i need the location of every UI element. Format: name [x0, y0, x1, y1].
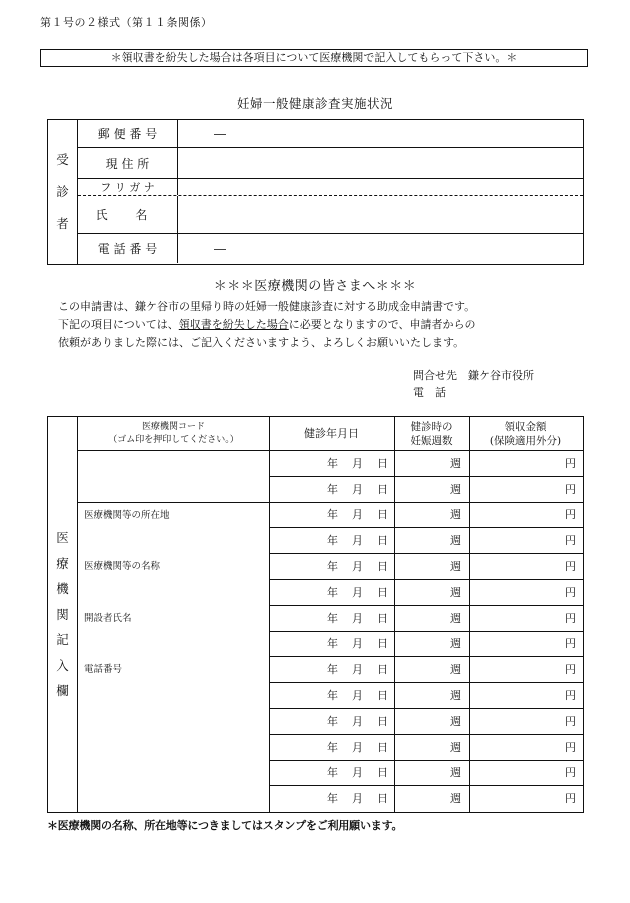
amount-field[interactable]: 円 [565, 534, 576, 548]
form-id: 第１号の２様式（第１１条関係） [40, 16, 213, 29]
amount-field[interactable]: 円 [565, 585, 576, 599]
phone-label: 電 話 番 号 [78, 234, 178, 263]
year-label: 年 [327, 456, 338, 470]
gestation-week-field[interactable]: 週 [450, 560, 461, 574]
gestation-week-field[interactable]: 週 [450, 585, 461, 599]
visit-date-field[interactable] [269, 708, 394, 734]
year-label: 年 [327, 534, 338, 548]
day-label: 日 [377, 714, 388, 728]
month-label: 月 [352, 560, 363, 574]
phone-row [78, 234, 583, 263]
phone-field[interactable]: ― [214, 241, 226, 256]
postal-code-label: 郵 便 番 号 [78, 120, 178, 147]
day-label: 日 [377, 482, 388, 496]
name-label: 氏 名 [78, 196, 178, 233]
gestation-week-field[interactable]: 週 [450, 792, 461, 806]
patient-side-label: 受 診 者 [48, 120, 78, 264]
amount-field[interactable]: 円 [565, 766, 576, 780]
amount-field[interactable]: 円 [565, 740, 576, 754]
day-label: 日 [377, 508, 388, 522]
day-label: 日 [377, 637, 388, 651]
message-line-1: この申請書は、鎌ケ谷市の里帰り時の妊婦一般健康診査に対する助成金申請書です。 [58, 300, 476, 313]
day-label: 日 [377, 611, 388, 625]
label-director: 開設者氏名 [84, 613, 132, 624]
amount-field[interactable]: 円 [565, 456, 576, 470]
notice-banner: ＊領収書を紛失した場合は各項目について医療機関で記入してもらって下さい。＊ [40, 49, 588, 67]
month-label: 月 [352, 534, 363, 548]
address-row [78, 148, 583, 179]
amount-field[interactable]: 円 [565, 560, 576, 574]
gestation-week-field[interactable]: 週 [450, 508, 461, 522]
message-heading: ＊＊＊医療機関の皆さまへ＊＊＊ [213, 279, 417, 294]
day-label: 日 [377, 585, 388, 599]
header-code: 医療機関コード （ゴム印を押印してください。） [108, 421, 239, 445]
visit-date-field[interactable] [269, 605, 394, 631]
gestation-week-field[interactable]: 週 [450, 689, 461, 703]
month-label: 月 [352, 611, 363, 625]
label-address: 医療機関等の所在地 [84, 510, 170, 521]
year-label: 年 [327, 792, 338, 806]
contact-phone: 電 話 [413, 386, 446, 399]
year-label: 年 [327, 611, 338, 625]
furigana-label: フ リ ガ ナ [78, 179, 178, 195]
header-date: 健診年月日 [304, 426, 359, 440]
contact-block [413, 367, 534, 401]
visit-date-field[interactable] [269, 553, 394, 579]
month-label: 月 [352, 585, 363, 599]
message-line-2: 下記の項目については、領収書を紛失した場合に必要となりますので、申請者からの [58, 318, 476, 331]
month-label: 月 [352, 714, 363, 728]
year-label: 年 [327, 766, 338, 780]
month-label: 月 [352, 456, 363, 470]
month-label: 月 [352, 740, 363, 754]
gestation-week-field[interactable]: 週 [450, 714, 461, 728]
year-label: 年 [327, 663, 338, 677]
gestation-week-field[interactable]: 週 [450, 766, 461, 780]
patient-info-table [47, 119, 584, 265]
amount-field[interactable]: 円 [565, 611, 576, 625]
day-label: 日 [377, 456, 388, 470]
month-label: 月 [352, 766, 363, 780]
gestation-week-field[interactable]: 週 [450, 740, 461, 754]
month-label: 月 [352, 637, 363, 651]
day-label: 日 [377, 792, 388, 806]
address-label: 現 住 所 [78, 148, 178, 178]
month-label: 月 [352, 792, 363, 806]
gestation-week-field[interactable]: 週 [450, 534, 461, 548]
amount-field[interactable]: 円 [565, 482, 576, 496]
month-label: 月 [352, 689, 363, 703]
day-label: 日 [377, 740, 388, 754]
year-label: 年 [327, 560, 338, 574]
amount-field[interactable]: 円 [565, 663, 576, 677]
month-label: 月 [352, 482, 363, 496]
label-phone: 電話番号 [84, 664, 123, 675]
header-amount: 領収金額 (保険適用外分) [489, 420, 562, 447]
furigana-row [78, 179, 583, 196]
page-title: 妊婦一般健康診査実施状況 [236, 96, 393, 111]
day-label: 日 [377, 766, 388, 780]
amount-field[interactable]: 円 [565, 689, 576, 703]
visit-date-field[interactable] [269, 579, 394, 605]
label-facility-name: 医療機関等の名称 [84, 561, 161, 572]
year-label: 年 [327, 585, 338, 599]
day-label: 日 [377, 663, 388, 677]
visit-date-field[interactable] [269, 476, 394, 502]
visit-date-field[interactable] [269, 734, 394, 760]
visit-date-field[interactable] [269, 450, 394, 476]
amount-field[interactable]: 円 [565, 714, 576, 728]
amount-field[interactable]: 円 [565, 637, 576, 651]
year-label: 年 [327, 637, 338, 651]
year-label: 年 [327, 740, 338, 754]
year-label: 年 [327, 689, 338, 703]
header-weeks: 健診時の 妊娠週数 [410, 420, 453, 447]
visit-date-field[interactable] [269, 631, 394, 657]
month-label: 月 [352, 663, 363, 677]
amount-field[interactable]: 円 [565, 508, 576, 522]
message-paragraph [58, 298, 598, 352]
visit-date-field[interactable] [269, 656, 394, 682]
gestation-week-field[interactable]: 週 [450, 663, 461, 677]
gestation-week-field[interactable]: 週 [450, 611, 461, 625]
visit-date-field[interactable] [269, 785, 394, 811]
emphasis-lost-receipt: 領収書を紛失した場合 [178, 318, 289, 331]
visit-date-field[interactable] [269, 527, 394, 553]
day-label: 日 [377, 689, 388, 703]
gestation-week-field[interactable]: 週 [450, 456, 461, 470]
message-line-3: 依頼がありました際には、ご記入くださいますよう、よろしくお願いいたします。 [58, 336, 465, 349]
year-label: 年 [327, 508, 338, 522]
gestation-week-field[interactable]: 週 [450, 482, 461, 496]
gestation-week-field[interactable]: 週 [450, 637, 461, 651]
visit-date-field[interactable] [269, 682, 394, 708]
postal-code-row [78, 120, 583, 148]
medical-side-label: 医 療 機 関 記 入 欄 [48, 417, 78, 812]
stamp-area-divider [78, 502, 269, 503]
day-label: 日 [377, 560, 388, 574]
postal-code-field[interactable]: ― [214, 126, 226, 141]
year-label: 年 [327, 714, 338, 728]
day-label: 日 [377, 534, 388, 548]
amount-field[interactable]: 円 [565, 792, 576, 806]
name-row [78, 196, 583, 234]
contact-line: 問合せ先 鎌ケ谷市役所 [413, 369, 534, 382]
visit-date-field[interactable] [269, 502, 394, 528]
year-label: 年 [327, 482, 338, 496]
month-label: 月 [352, 508, 363, 522]
visit-date-field[interactable] [269, 760, 394, 786]
footer-note: ＊医療機関の名称、所在地等につきましてはスタンプをご利用願います。 [47, 819, 403, 832]
medical-record-table [47, 416, 584, 813]
